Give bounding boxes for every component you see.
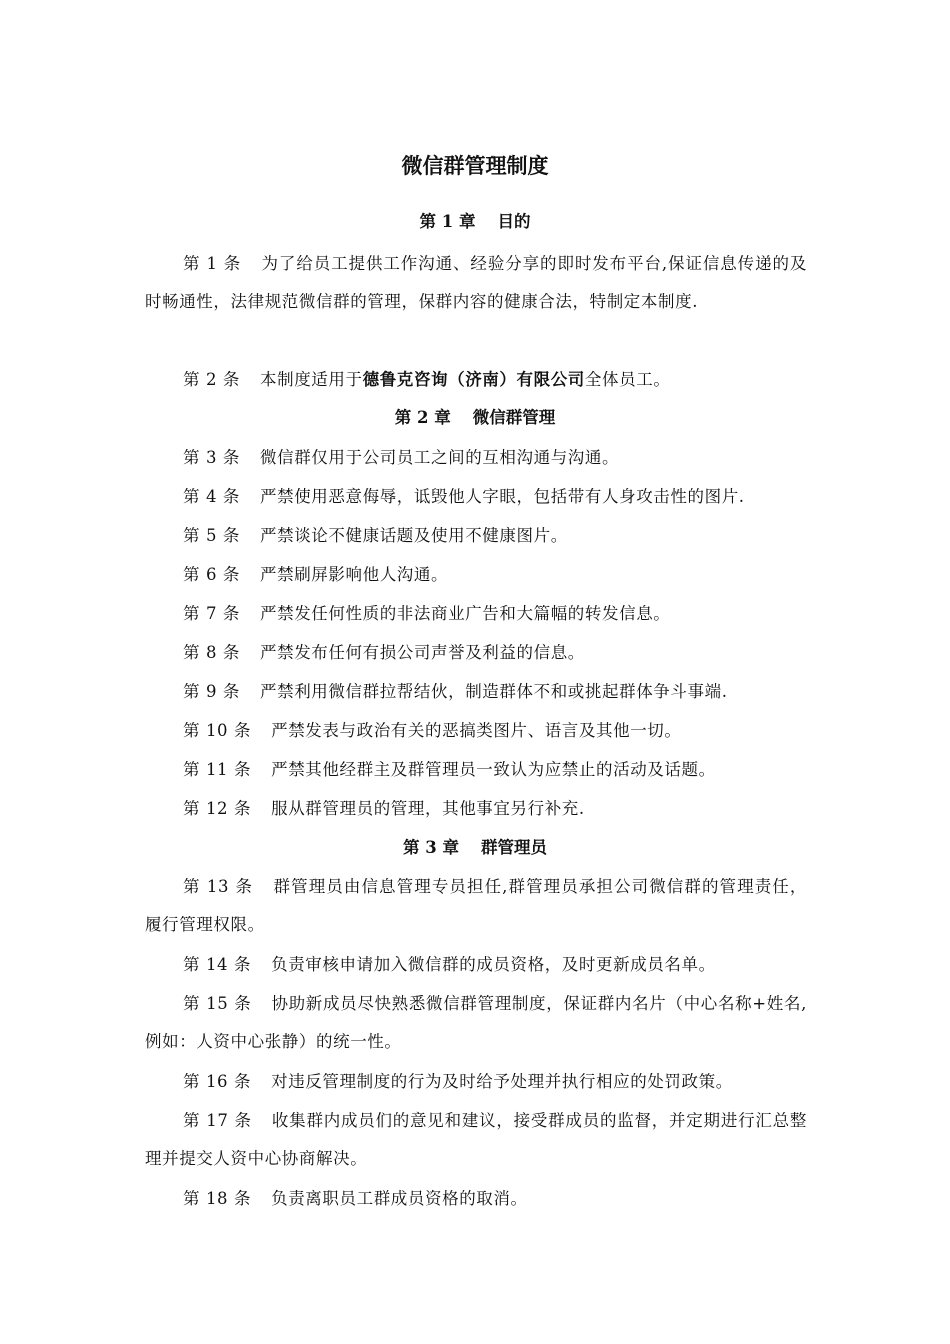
article-number: 第 14 条: [183, 955, 252, 974]
article-text: 负责离职员工群成员资格的取消。: [271, 1189, 528, 1208]
chapter-number: 第 1 章: [419, 212, 476, 231]
chapter-number: 第 3 章: [403, 838, 459, 857]
article: [145, 946, 807, 984]
chapter-name: 群管理员: [480, 838, 547, 857]
article: [145, 478, 807, 516]
article-number: 第 18 条: [183, 1189, 252, 1208]
chapter-name: 微信群管理: [472, 408, 556, 427]
article: [145, 245, 807, 321]
article: [145, 634, 807, 672]
article: [145, 556, 807, 594]
article-number: 第 1 条: [183, 254, 242, 273]
article: [145, 361, 807, 399]
article-text: 严禁其他经群主及群管理员一致认为应禁止的活动及话题。: [271, 760, 716, 779]
chapter-heading: [0, 404, 950, 432]
article-number: 第 12 条: [183, 799, 252, 818]
article: [145, 712, 807, 750]
article-number: 第 10 条: [183, 721, 252, 740]
article-number: 第 3 条: [183, 448, 240, 467]
article: [145, 1180, 807, 1218]
article-text: 服从群管理员的管理，其他事宜另行补充.: [271, 799, 585, 818]
article-number: 第 4 条: [183, 487, 240, 506]
article-text: 严禁利用微信群拉帮结伙，制造群体不和或挑起群体争斗事端.: [260, 682, 728, 701]
article-number: 第 17 条: [183, 1111, 252, 1130]
article-number: 第 15 条: [183, 994, 252, 1013]
article-number: 第 7 条: [183, 604, 240, 623]
article-number: 第 5 条: [183, 526, 240, 545]
article: [145, 1102, 807, 1178]
article-text: 为了给员工提供工作沟通、经验分享的即时发布平台,保证信息传递的及时畅通性，法律规范微信群的管理，保群内容的健康合法，特制定本制度.: [145, 254, 807, 311]
article-text: 群管理员由信息管理专员担任,群管理员承担公司微信群的管理责任，履行管理权限。: [145, 877, 807, 934]
document-title: 微信群管理制度: [401, 153, 549, 178]
article: [145, 1063, 807, 1101]
article-text: 对违反管理制度的行为及时给予处理并执行相应的处罚政策。: [271, 1072, 733, 1091]
article-number: 第 8 条: [183, 643, 240, 662]
article-text: 严禁谈论不健康话题及使用不健康图片。: [260, 526, 568, 545]
article-text: 严禁使用恶意侮辱，诋毁他人字眼，包括带有人身攻击性的图片.: [260, 487, 745, 506]
article-number: 第 13 条: [183, 877, 254, 896]
article: [145, 868, 807, 944]
article: [145, 751, 807, 789]
article-text: 微信群仅用于公司员工之间的互相沟通与沟通。: [260, 448, 620, 467]
article: [145, 790, 807, 828]
article-number: 第 11 条: [183, 760, 252, 779]
article-number: 第 2 条: [183, 370, 240, 389]
chapter-heading: [0, 208, 950, 236]
article-text: 本制度适用于: [260, 370, 363, 389]
article-number: 第 16 条: [183, 1072, 252, 1091]
article: [145, 439, 807, 477]
article-text: 全体员工。: [584, 370, 671, 389]
article: [145, 985, 807, 1061]
article: [145, 517, 807, 555]
chapter-heading: [0, 834, 950, 862]
article-text: 严禁发任何性质的非法商业广告和大篇幅的转发信息。: [260, 604, 671, 623]
article-number: 第 9 条: [183, 682, 240, 701]
company-name: 德鲁克咨询（济南）有限公司: [362, 370, 585, 389]
article-text: 严禁刷屏影响他人沟通。: [260, 565, 449, 584]
article-number: 第 6 条: [183, 565, 240, 584]
chapter-number: 第 2 章: [394, 408, 451, 427]
article-text: 协助新成员尽快熟悉微信群管理制度，保证群内名片（中心名称+姓名,例如：人资中心张静）的统一性。: [145, 994, 807, 1051]
article: [145, 595, 807, 633]
chapter-name: 目的: [497, 212, 531, 231]
article-text: 严禁发表与政治有关的恶搞类图片、语言及其他一切。: [271, 721, 682, 740]
article: [145, 673, 807, 711]
article-text: 负责审核申请加入微信群的成员资格，及时更新成员名单。: [271, 955, 716, 974]
article-text: 严禁发布任何有损公司声誉及利益的信息。: [260, 643, 585, 662]
article-text: 收集群内成员们的意见和建议，接受群成员的监督，并定期进行汇总整理并提交人资中心协商解决。: [145, 1111, 807, 1168]
